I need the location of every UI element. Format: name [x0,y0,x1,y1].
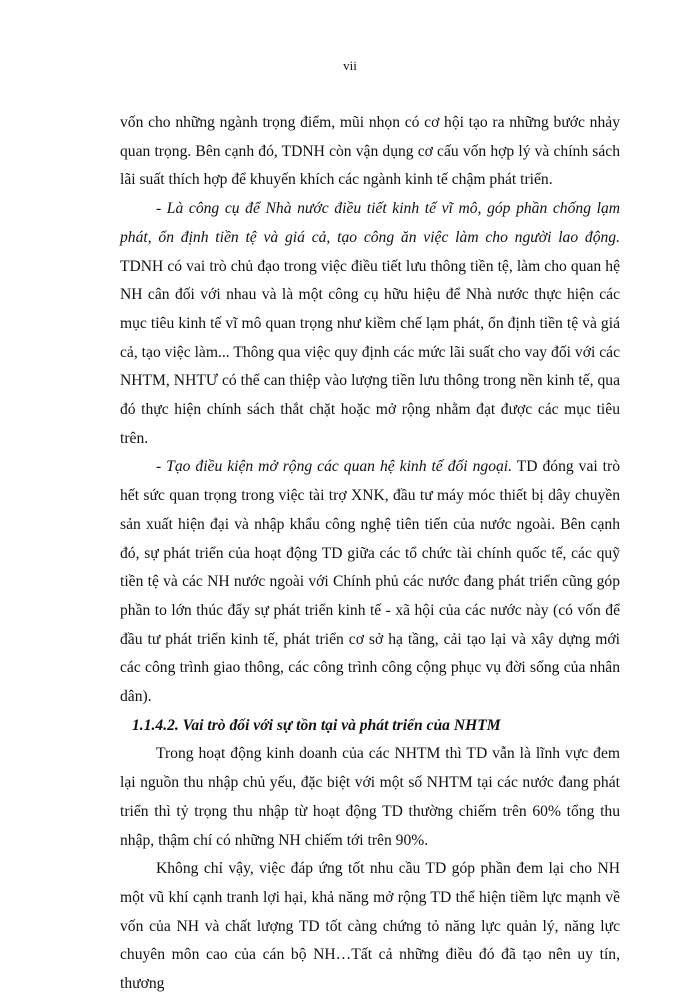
paragraph-2 [120,195,620,453]
paragraph-2-body: TDNH có vai trò chủ đạo trong việc điều tiết lưu thông tiền tệ, làm cho quan hệ NH cân đối với nhau và là một công cụ hữu hiệu để Nhà nước thực hiện các mục tiêu kinh tế vĩ mô quan trọng như kiềm chế lạm phát, ổn định tiền tệ và giá cả, tạo việc làm... Thông qua việc quy định các mức lãi suất cho vay đối với các NHTM, NHTƯ có thể can thiệp vào lượng tiền lưu thông trong nền kinh tế, qua đó thực hiện chính sách thắt chặt hoặc mở rộng nhằm đạt được các mục tiêu trên. [120,257,620,447]
page-number: vii [343,58,357,73]
paragraph-4: Trong hoạt động kinh doanh của các NHTM thì TD vẫn là lĩnh vực đem lại nguồn thu nhập chủ yếu, đặc biệt với một số NHTM tại các nước đang phát triển thì tỷ trọng thu nhập từ hoạt động TD thường chiếm trên 60% tổng thu nhập, thậm chí có những NH chiếm tới trên 90%. [120,745,620,849]
paragraph-3-body: TD đóng vai trò hết sức quan trọng trong việc tài trợ XNK, đầu tư máy móc thiết bị dây chuyền sản xuất hiện đại và nhập khẩu công nghệ tiên tiến của nước ngoài. Bên cạnh đó, sự phát triển của hoạt động TD giữa các tổ chức tài chính quốc tế, các quỹ tiền tệ và các NH nước ngoài với Chính phủ các nước đang phát triển cũng góp phần to lớn thúc đẩy sự phát triển kinh tế - xã hội của các nước này (có vốn để đầu tư phát triển kinh tế, phát triển cơ sở hạ tầng, cải tạo lại và xây dựng mới các công trình giao thông, các công trình công cộng phục vụ đời sống của nhân dân). [120,458,620,706]
paragraph-3-italic-lead: - Tạo điều kiện mở rộng các quan hệ kinh tế đối ngoại. [156,458,513,476]
paragraph-5: Không chỉ vậy, việc đáp ứng tốt nhu cầu TD góp phần đem lại cho NH một vũ khí cạnh tranh lợi hại, khả năng mở rộng TD thể hiện tiềm lực mạnh về vốn của NH và chất lượng TD tốt càng chứng tỏ năng lực quản lý, năng lực chuyên môn cao của cán bộ NH…Tất cả những điều đó đã tạo nên uy tín, thương [120,860,620,993]
section-heading: 1.1.4.2. Vai trò đối với sự tồn tại và phát triển của NHTM [132,716,501,734]
paragraph-3 [120,453,620,711]
document-body [120,109,620,999]
paragraph-1: vốn cho những ngành trọng điểm, mũi nhọn có cơ hội tạo ra những bước nhảy quan trọng. Bên cạnh đó, TDNH còn vận dụng cơ cấu vốn hợp lý và chính sách lãi suất thích hợp để khuyến khích các ngành kinh tế chậm phát triển. [120,114,620,189]
paragraph-2-italic-lead: - Là công cụ để Nhà nước điều tiết kinh tế vĩ mô, góp phần chống lạm phát, ổn định tiền tệ và giá cả, tạo công ăn việc làm cho người lao động. [120,200,620,246]
